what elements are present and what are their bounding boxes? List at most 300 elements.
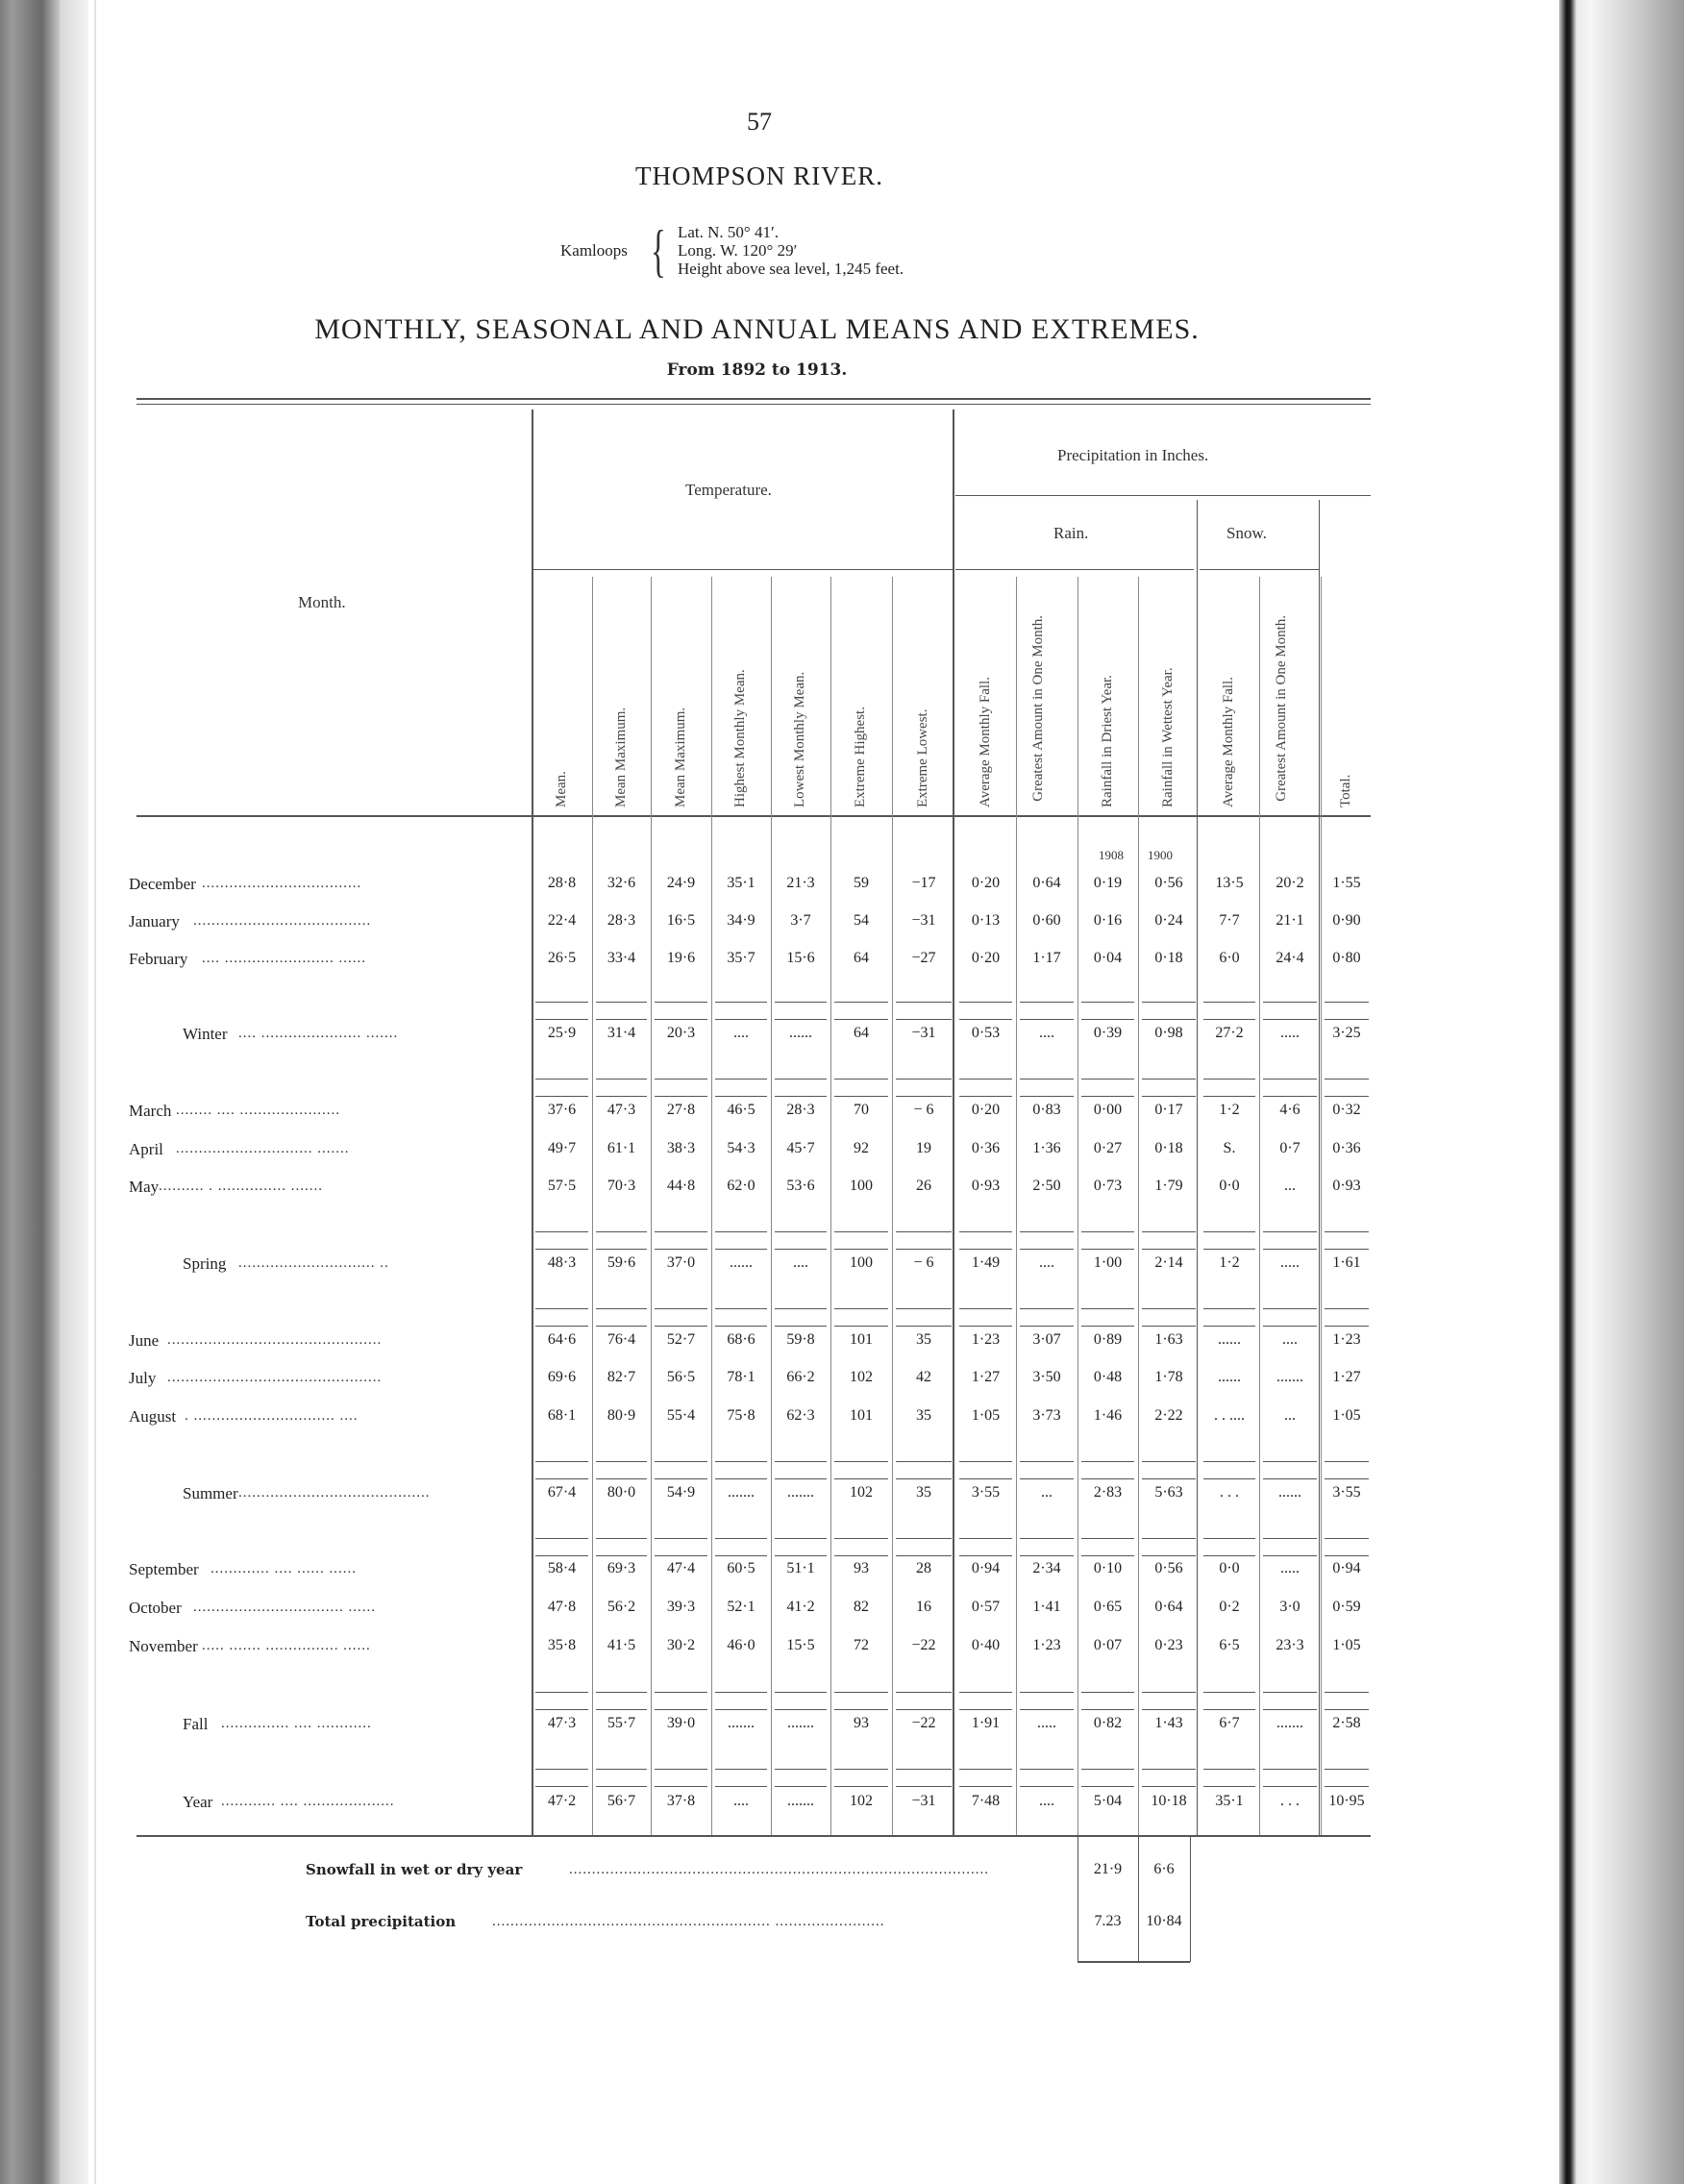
section-rule xyxy=(1020,1786,1074,1787)
section-rule xyxy=(715,1231,767,1232)
page-number: 57 xyxy=(747,108,772,136)
section-rule xyxy=(535,1231,588,1232)
row-label: November xyxy=(129,1637,198,1655)
cell-3: 47·4 xyxy=(666,1560,696,1576)
footer-cell-1: 21·9 xyxy=(1093,1861,1123,1877)
section-rule xyxy=(715,1308,767,1309)
section-rule xyxy=(596,1769,647,1770)
column-header-9: Greatest Amount in One Month. xyxy=(1030,615,1046,802)
section-rule xyxy=(896,1019,952,1020)
cell-9: 3·73 xyxy=(1032,1407,1061,1424)
cell-5: 21·3 xyxy=(786,875,815,891)
cell-9: 0·83 xyxy=(1032,1102,1061,1118)
cell-13: ... xyxy=(1284,1178,1296,1194)
cell-6: 101 xyxy=(850,1331,873,1348)
section-rule xyxy=(775,1709,827,1710)
cell-6: 64 xyxy=(854,1025,869,1041)
section-rule xyxy=(1081,1555,1134,1556)
section-rule xyxy=(775,1231,827,1232)
cell-10: 0·04 xyxy=(1093,950,1123,966)
section-rule xyxy=(1081,1002,1134,1003)
section-rule xyxy=(1263,1709,1317,1710)
cell-6: 93 xyxy=(854,1560,869,1576)
station-coordinates xyxy=(678,223,904,278)
section-rule xyxy=(896,1709,952,1710)
cell-12: ...... xyxy=(1218,1369,1241,1385)
table-bottom-rule xyxy=(136,1835,1371,1837)
cell-2: 80·0 xyxy=(607,1484,636,1501)
section-rule xyxy=(896,1002,952,1003)
section-rule xyxy=(1263,1079,1317,1080)
section-rule xyxy=(715,1019,767,1020)
section-rule xyxy=(896,1326,952,1327)
cell-4: 68·6 xyxy=(727,1331,755,1348)
cell-4: 35·1 xyxy=(727,875,755,891)
cell-4: ....... xyxy=(728,1715,755,1731)
table-heading: MONTHLY, SEASONAL AND ANNUAL MEANS AND EXTREMES. xyxy=(314,313,1200,345)
top-double-rule xyxy=(136,398,1371,400)
column-header-3: Mean Maximum. xyxy=(672,707,688,807)
row-label: Winter xyxy=(183,1025,228,1043)
cell-14: 1·27 xyxy=(1332,1369,1361,1385)
section-rule xyxy=(834,1769,888,1770)
section-rule xyxy=(535,1002,588,1003)
section-rule xyxy=(535,1079,588,1080)
section-rule xyxy=(775,1079,827,1080)
section-rule xyxy=(535,1019,588,1020)
section-rule xyxy=(1142,1002,1196,1003)
section-rule xyxy=(715,1478,767,1479)
section-rule xyxy=(1325,1786,1369,1787)
cell-2: 32·6 xyxy=(607,875,636,891)
section-rule xyxy=(1263,1326,1317,1327)
cell-1: 47·3 xyxy=(547,1715,577,1731)
station-height: Height above sea level, 1,245 feet. xyxy=(678,260,904,278)
section-rule xyxy=(834,1308,888,1309)
temperature-underline xyxy=(532,569,953,570)
cell-13: ... xyxy=(1284,1407,1296,1424)
cell-9: ..... xyxy=(1037,1715,1056,1731)
cell-10: 0·27 xyxy=(1093,1140,1123,1156)
cell-7: −17 xyxy=(911,875,936,891)
cell-4: 62·0 xyxy=(727,1178,755,1194)
cell-2: 70·3 xyxy=(607,1178,636,1194)
cell-4: 60·5 xyxy=(727,1560,755,1576)
section-rule xyxy=(535,1096,588,1097)
section-rule xyxy=(1263,1308,1317,1309)
cell-12: 13·5 xyxy=(1215,875,1244,891)
section-rule xyxy=(1142,1538,1196,1539)
cell-7: 35 xyxy=(916,1407,931,1424)
section-rule xyxy=(655,1002,707,1003)
cell-9: 3·50 xyxy=(1032,1369,1061,1385)
section-rule xyxy=(1203,1231,1255,1232)
section-rule xyxy=(834,1692,888,1693)
section-rule xyxy=(1203,1308,1255,1309)
leader-dots: .... ........................ ...... xyxy=(202,951,366,966)
cell-9: 2·34 xyxy=(1032,1560,1061,1576)
cell-14: 0·94 xyxy=(1332,1560,1361,1576)
section-rule xyxy=(959,1538,1012,1539)
cell-4: 54·3 xyxy=(727,1140,755,1156)
section-rule xyxy=(1325,1478,1369,1479)
column-header-14: Total. xyxy=(1338,774,1353,807)
cell-6: 70 xyxy=(854,1102,869,1118)
row-label: February xyxy=(129,950,188,968)
cell-1: 26·5 xyxy=(547,950,577,966)
cell-2: 47·3 xyxy=(607,1102,636,1118)
row-label: April xyxy=(129,1140,163,1158)
section-rule xyxy=(655,1231,707,1232)
section-rule xyxy=(959,1002,1012,1003)
cell-5: 66·2 xyxy=(786,1369,815,1385)
section-rule xyxy=(1142,1079,1196,1080)
cell-8: 7·48 xyxy=(971,1793,1001,1809)
top-double-rule xyxy=(136,404,1371,405)
temperature-precip-rule xyxy=(953,410,954,1836)
section-rule xyxy=(535,1308,588,1309)
column-header-1: Mean. xyxy=(553,771,569,807)
section-rule xyxy=(1203,1079,1255,1080)
table-period: From 1892 to 1913. xyxy=(666,360,848,380)
cell-1: 48·3 xyxy=(547,1254,577,1271)
column-header-11: Rainfall in Wettest Year. xyxy=(1160,667,1176,807)
section-rule xyxy=(959,1231,1012,1232)
section-rule xyxy=(655,1692,707,1693)
section-rule xyxy=(1203,1096,1255,1097)
footer-cell-2: 6·6 xyxy=(1153,1861,1175,1877)
section-rule xyxy=(1020,1096,1074,1097)
section-rule xyxy=(535,1249,588,1250)
section-rule xyxy=(1325,1096,1369,1097)
cell-13: ..... xyxy=(1280,1025,1300,1041)
row-label: March xyxy=(129,1102,172,1120)
section-rule xyxy=(596,1019,647,1020)
cell-8: 0·36 xyxy=(971,1140,1001,1156)
section-rule xyxy=(1203,1769,1255,1770)
cell-4: 35·7 xyxy=(727,950,755,966)
cell-9: 1·41 xyxy=(1032,1599,1061,1615)
cell-8: 0·20 xyxy=(971,1102,1001,1118)
cell-7: −31 xyxy=(911,1025,936,1041)
section-rule xyxy=(1263,1461,1317,1462)
cell-11: 0·24 xyxy=(1154,912,1183,929)
section-rule xyxy=(1142,1555,1196,1556)
section-rule xyxy=(834,1079,888,1080)
temperature-header: Temperature. xyxy=(685,481,772,499)
section-rule xyxy=(896,1308,952,1309)
cell-5: 45·7 xyxy=(786,1140,815,1156)
cell-9: 1·17 xyxy=(1032,950,1061,966)
section-rule xyxy=(959,1555,1012,1556)
page-title: THOMPSON RIVER. xyxy=(634,161,884,190)
section-rule xyxy=(1020,1709,1074,1710)
cell-14: 0·93 xyxy=(1332,1178,1361,1194)
leader-dots: .............................. ....... xyxy=(176,1141,350,1156)
cell-13: 24·4 xyxy=(1275,950,1304,966)
section-rule xyxy=(1020,1231,1074,1232)
cell-11: 0·56 xyxy=(1154,1560,1183,1576)
leader-dots: ........ .... ...................... xyxy=(176,1103,340,1118)
section-rule xyxy=(896,1769,952,1770)
leader-dots: ............................................... xyxy=(167,1332,383,1348)
cell-5: 28·3 xyxy=(786,1102,815,1118)
cell-12: 0·0 xyxy=(1219,1178,1240,1194)
section-rule xyxy=(1081,1308,1134,1309)
cell-6: 100 xyxy=(850,1254,873,1271)
cell-13: ....... xyxy=(1276,1369,1303,1385)
row-label: August xyxy=(129,1407,177,1426)
section-rule xyxy=(596,1461,647,1462)
section-rule xyxy=(896,1692,952,1693)
section-rule xyxy=(1020,1308,1074,1309)
cell-1: 68·1 xyxy=(547,1407,577,1424)
cell-8: 1·27 xyxy=(971,1369,1001,1385)
cell-10: 0·10 xyxy=(1093,1560,1123,1576)
cell-3: 54·9 xyxy=(666,1484,696,1501)
cell-7: 28 xyxy=(916,1560,931,1576)
section-rule xyxy=(1081,1478,1134,1479)
section-rule xyxy=(775,1249,827,1250)
header-bottom-rule xyxy=(136,815,1371,817)
leader-dots: ..... ....... ................ ...... xyxy=(202,1638,371,1653)
section-rule xyxy=(596,1096,647,1097)
footer-cell-2: 10·84 xyxy=(1146,1913,1182,1929)
leader-dots: ....................................... xyxy=(193,913,372,929)
section-rule xyxy=(834,1326,888,1327)
cell-8: 0·20 xyxy=(971,950,1001,966)
leader-dots: ............................................................................................ xyxy=(569,1862,989,1877)
section-rule xyxy=(1020,1002,1074,1003)
leader-dots: . ............................... .... xyxy=(185,1408,359,1424)
cell-2: 69·3 xyxy=(607,1560,636,1576)
section-rule xyxy=(1263,1478,1317,1479)
cell-2: 41·5 xyxy=(607,1637,636,1653)
cell-12: 6·7 xyxy=(1219,1715,1240,1731)
column-header-10: Rainfall in Driest Year. xyxy=(1099,675,1115,807)
section-rule xyxy=(655,1326,707,1327)
section-rule xyxy=(896,1478,952,1479)
station-long: Long. W. 120° 29′ xyxy=(678,241,798,260)
section-rule xyxy=(1020,1538,1074,1539)
section-rule xyxy=(775,1692,827,1693)
section-rule xyxy=(959,1692,1012,1693)
section-rule xyxy=(1325,1326,1369,1327)
cell-14: 0·32 xyxy=(1332,1102,1361,1118)
cell-14: 0·80 xyxy=(1332,950,1361,966)
cell-11: 2·14 xyxy=(1154,1254,1183,1271)
cell-12: 6·5 xyxy=(1219,1637,1240,1653)
section-rule xyxy=(775,1002,827,1003)
cell-12: 1·2 xyxy=(1219,1102,1240,1118)
cell-5: 59·8 xyxy=(786,1331,815,1348)
section-rule xyxy=(1203,1326,1255,1327)
cell-4: 34·9 xyxy=(727,912,755,929)
cell-3: 39·3 xyxy=(666,1599,696,1615)
cell-3: 56·5 xyxy=(666,1369,696,1385)
section-rule xyxy=(715,1692,767,1693)
section-rule xyxy=(655,1079,707,1080)
section-rule xyxy=(1203,1692,1255,1693)
cell-14: 2·58 xyxy=(1332,1715,1361,1731)
section-rule xyxy=(1081,1692,1134,1693)
cell-10: 0·89 xyxy=(1093,1331,1123,1348)
section-rule xyxy=(959,1019,1012,1020)
cell-7: −22 xyxy=(911,1637,936,1653)
cell-5: 53·6 xyxy=(786,1178,815,1194)
cell-11: 1·63 xyxy=(1154,1331,1183,1348)
leader-dots: ............. .... ...... ...... xyxy=(210,1561,357,1576)
leader-dots: ............... .... ............ xyxy=(221,1716,372,1731)
section-rule xyxy=(1325,1538,1369,1539)
cell-6: 102 xyxy=(850,1793,873,1809)
section-rule xyxy=(834,1709,888,1710)
section-rule xyxy=(715,1786,767,1787)
section-rule xyxy=(1203,1786,1255,1787)
cell-9: 2·50 xyxy=(1032,1178,1061,1194)
cell-11: 0·18 xyxy=(1154,950,1183,966)
snow-underline xyxy=(1200,569,1319,570)
cell-13: 4·6 xyxy=(1279,1102,1300,1118)
section-rule xyxy=(1020,1019,1074,1020)
section-rule xyxy=(715,1326,767,1327)
month-column-rule xyxy=(532,410,533,1836)
cell-11: 1·79 xyxy=(1154,1178,1183,1194)
cell-11: 0·23 xyxy=(1154,1637,1183,1653)
cell-8: 1·05 xyxy=(971,1407,1001,1424)
cell-11: 10·18 xyxy=(1151,1793,1187,1809)
cell-2: 59·6 xyxy=(607,1254,636,1271)
cell-8: 3·55 xyxy=(971,1484,1001,1501)
section-rule xyxy=(1081,1709,1134,1710)
section-rule xyxy=(1325,1308,1369,1309)
section-rule xyxy=(1325,1019,1369,1020)
cell-10: 0·00 xyxy=(1093,1102,1123,1118)
section-rule xyxy=(1081,1079,1134,1080)
section-rule xyxy=(715,1769,767,1770)
section-rule xyxy=(896,1786,952,1787)
row-label: January xyxy=(129,912,180,931)
cell-13: ..... xyxy=(1280,1560,1300,1576)
section-rule xyxy=(1142,1019,1196,1020)
wettest-year-label: 1900 xyxy=(1148,848,1173,862)
section-rule xyxy=(655,1308,707,1309)
section-rule xyxy=(834,1002,888,1003)
cell-3: 55·4 xyxy=(666,1407,696,1424)
section-rule xyxy=(896,1538,952,1539)
cell-10: 1·46 xyxy=(1093,1407,1123,1424)
cell-12: 35·1 xyxy=(1215,1793,1244,1809)
cell-7: − 6 xyxy=(913,1254,934,1271)
cell-3: 38·3 xyxy=(666,1140,696,1156)
cell-8: 1·91 xyxy=(971,1715,1001,1731)
section-rule xyxy=(1081,1786,1134,1787)
section-rule xyxy=(1263,1019,1317,1020)
column-header-12: Average Monthly Fall. xyxy=(1221,677,1236,807)
cell-1: 58·4 xyxy=(547,1560,577,1576)
cell-13: 21·1 xyxy=(1275,912,1304,929)
section-rule xyxy=(655,1538,707,1539)
rain-underline xyxy=(955,569,1194,570)
section-rule xyxy=(596,1249,647,1250)
cell-13: 0·7 xyxy=(1279,1140,1300,1156)
cell-6: 72 xyxy=(854,1637,869,1653)
section-rule xyxy=(834,1461,888,1462)
cell-7: 35 xyxy=(916,1331,931,1348)
section-rule xyxy=(1203,1002,1255,1003)
cell-1: 67·4 xyxy=(547,1484,577,1501)
section-rule xyxy=(1325,1692,1369,1693)
section-rule xyxy=(1081,1249,1134,1250)
section-rule xyxy=(775,1769,827,1770)
cell-1: 49·7 xyxy=(547,1140,577,1156)
row-label: May xyxy=(129,1178,160,1196)
cell-5: 3·7 xyxy=(790,912,811,929)
section-rule xyxy=(1263,1231,1317,1232)
footer-label: Snowfall in wet or dry year xyxy=(306,1861,523,1878)
cell-3: 20·3 xyxy=(666,1025,696,1041)
cell-10: 0·16 xyxy=(1093,912,1123,929)
section-rule xyxy=(1020,1249,1074,1250)
cell-2: 33·4 xyxy=(607,950,636,966)
cell-13: 3·0 xyxy=(1279,1599,1300,1615)
cell-6: 102 xyxy=(850,1484,873,1501)
section-rule xyxy=(535,1326,588,1327)
cell-8: 0·53 xyxy=(971,1025,1001,1041)
station-name: Kamloops xyxy=(560,241,628,260)
cell-2: 31·4 xyxy=(607,1025,636,1041)
cell-13: 20·2 xyxy=(1275,875,1304,891)
section-rule xyxy=(834,1555,888,1556)
cell-1: 22·4 xyxy=(547,912,577,929)
section-rule xyxy=(1081,1096,1134,1097)
section-rule xyxy=(596,1478,647,1479)
cell-10: 0·82 xyxy=(1093,1715,1123,1731)
section-rule xyxy=(1142,1096,1196,1097)
section-rule xyxy=(655,1786,707,1787)
section-rule xyxy=(1142,1461,1196,1462)
cell-10: 0·48 xyxy=(1093,1369,1123,1385)
cell-10: 1·00 xyxy=(1093,1254,1123,1271)
cell-5: 62·3 xyxy=(786,1407,815,1424)
cell-5: 15·6 xyxy=(786,950,815,966)
row-label: July xyxy=(129,1369,157,1387)
cell-14: 0·90 xyxy=(1332,912,1361,929)
section-rule xyxy=(715,1538,767,1539)
cell-12: 0·0 xyxy=(1219,1560,1240,1576)
section-rule xyxy=(834,1249,888,1250)
cell-10: 0·19 xyxy=(1093,875,1123,891)
section-rule xyxy=(1142,1308,1196,1309)
section-rule xyxy=(715,1709,767,1710)
footer-rule xyxy=(1138,1837,1139,1962)
cell-1: 47·8 xyxy=(547,1599,577,1615)
section-rule xyxy=(1263,1538,1317,1539)
cell-14: 1·61 xyxy=(1332,1254,1361,1271)
section-rule xyxy=(775,1096,827,1097)
station-lat: Lat. N. 50° 41′. xyxy=(678,223,779,241)
cell-13: ....... xyxy=(1276,1715,1303,1731)
leader-dots: ............................................... xyxy=(167,1370,383,1385)
cell-14: 3·25 xyxy=(1332,1025,1361,1041)
section-rule xyxy=(896,1249,952,1250)
cell-3: 52·7 xyxy=(666,1331,696,1348)
row-label: Spring xyxy=(183,1254,227,1273)
cell-14: 0·59 xyxy=(1332,1599,1361,1615)
row-label: Year xyxy=(183,1793,213,1811)
rain-snow-rule xyxy=(1197,500,1198,1836)
cell-1: 28·8 xyxy=(547,875,577,891)
